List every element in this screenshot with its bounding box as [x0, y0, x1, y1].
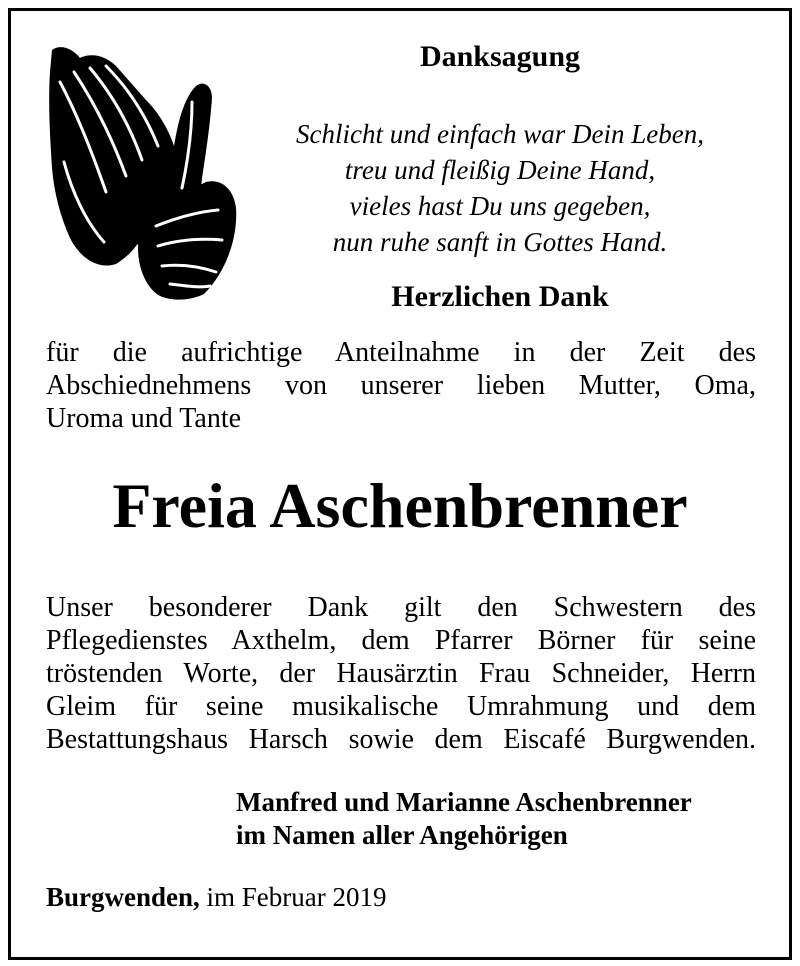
- thanks-line: Gleim für seine musikalische Umrahmung und dem: [46, 691, 756, 722]
- thanks-line: Unser besonderer Dank gilt den Schwestern des: [46, 592, 756, 623]
- thanks-line: Bestattungshaus Harsch sowie dem Eiscafé Burgwenden.: [46, 724, 756, 755]
- deceased-name: Freia Aschenbrenner: [112, 470, 688, 541]
- thanks-paragraph: [46, 591, 756, 756]
- heading-danksagung: Danksagung: [419, 40, 581, 73]
- intro-line: für die aufrichtige Anteilnahme in der Zeit des: [46, 337, 756, 368]
- signature: [236, 786, 692, 852]
- place-date: [46, 880, 387, 914]
- date: im Februar 2019: [206, 882, 387, 912]
- poem-line: nun ruhe sanft in Gottes Hand.: [332, 227, 668, 257]
- intro-line: Abschiednehmens von unserer lieben Mutter, Oma,: [46, 370, 756, 401]
- poem: [240, 116, 760, 260]
- poem-line: treu und fleißig Deine Hand,: [344, 155, 656, 185]
- heading-herzlichen-dank: Herzlichen Dank: [391, 280, 609, 313]
- thanks-line: Pflegedienstes Axthelm, dem Pfarrer Börner für seine: [46, 625, 756, 656]
- poem-line: vieles hast Du uns gegeben,: [349, 191, 651, 221]
- praying-hands-icon: [46, 42, 238, 302]
- signature-line: im Namen aller Angehörigen: [236, 820, 568, 850]
- thanks-line: tröstenden Worte, der Hausärztin Frau Schneider, Herrn: [46, 658, 756, 689]
- signature-line: Manfred und Marianne Aschenbrenner: [236, 787, 692, 817]
- intro-paragraph: [46, 336, 756, 435]
- place: Burgwenden,: [46, 882, 200, 912]
- poem-line: Schlicht und einfach war Dein Leben,: [296, 119, 704, 149]
- intro-line: Uroma und Tante: [46, 403, 242, 434]
